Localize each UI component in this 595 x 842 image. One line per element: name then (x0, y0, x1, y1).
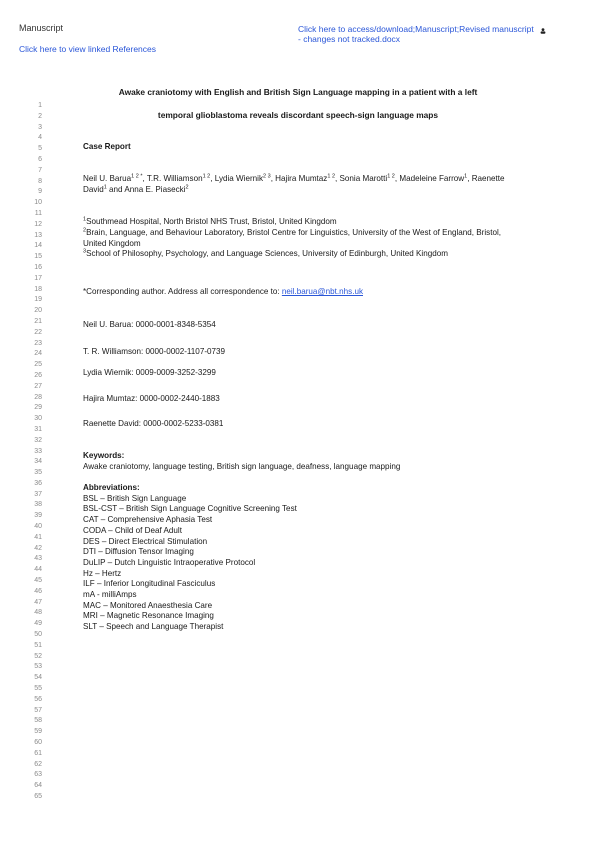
line-number: 43 (34, 555, 42, 563)
author-sup: 1 (103, 184, 107, 191)
line-number: 20 (34, 307, 42, 315)
line-number: 58 (34, 717, 42, 725)
line-number: 35 (34, 469, 42, 477)
view-references-link[interactable]: Click here to view linked References (19, 44, 157, 54)
affiliation-text: School of Philosophy, Psychology, and Language Sciences, University of Edinburgh, United Kingdom (86, 249, 448, 259)
manuscript-label: Manuscript (19, 23, 64, 33)
abbreviations-block (83, 483, 513, 633)
orcid-3: Lydia Wiernik: 0009-0009-3252-3299 (83, 368, 216, 377)
line-number: 3 (38, 123, 42, 131)
line-number: 24 (34, 350, 42, 358)
line-number: 33 (34, 447, 42, 455)
line-number: 38 (34, 501, 42, 509)
author-sup: 2 3 (263, 173, 271, 180)
author-sup: 1 (464, 173, 468, 180)
abbreviation-item: Hz – Hertz (83, 568, 122, 578)
author-sup: 1 2 (202, 173, 211, 180)
line-number: 36 (34, 479, 42, 487)
line-number: 54 (34, 674, 42, 682)
line-number: 9 (38, 188, 42, 196)
author-name: , Raenette David (83, 174, 505, 194)
line-number: 55 (34, 685, 42, 693)
line-number: 51 (34, 641, 42, 649)
line-number: 13 (34, 231, 42, 239)
line-number: 18 (34, 285, 42, 293)
author-name: and Anna E. Piasecki (106, 184, 186, 194)
line-number: 53 (34, 663, 42, 671)
line-number: 6 (38, 155, 42, 163)
line-number: 63 (34, 771, 42, 779)
line-number: 25 (34, 361, 42, 369)
download-link-line2[interactable]: - changes not tracked.docx (298, 34, 401, 44)
line-number: 31 (34, 425, 42, 433)
author-name: , Lydia Wiernik (210, 174, 264, 183)
affiliation-sup: 1 (83, 216, 87, 223)
affiliation-list (83, 217, 513, 260)
author-sup: 1 2 * (131, 173, 143, 180)
keywords-block (83, 451, 513, 473)
line-number: 34 (34, 458, 42, 466)
line-number: 27 (34, 382, 42, 390)
line-number: 17 (34, 274, 42, 282)
line-number: 32 (34, 436, 42, 444)
line-number: 64 (34, 782, 42, 790)
line-number: 15 (34, 253, 42, 261)
line-number: 29 (34, 404, 42, 412)
line-number: 12 (34, 220, 42, 228)
affiliation-text: Brain, Language, and Behaviour Laboratory, Bristol Centre for Linguistics, University of the West of England, Bristol, United Kingdom (83, 227, 502, 248)
paper-title (83, 86, 513, 121)
line-number: 40 (34, 523, 42, 531)
line-number: 4 (38, 134, 42, 142)
abbreviation-item: SLT – Speech and Language Therapist (83, 622, 224, 632)
author-name: , T.R. Williamson (142, 174, 203, 183)
abbreviation-item: ILF – Inferior Longitudinal Fasciculus (83, 579, 216, 589)
abbreviation-item: DES – Direct Electrical Stimulation (83, 536, 208, 546)
line-number: 65 (34, 793, 42, 800)
line-number: 14 (34, 242, 42, 250)
line-number: 16 (34, 263, 42, 271)
line-number: 56 (34, 695, 42, 703)
abbreviation-item: MRI – Magnetic Resonance Imaging (83, 611, 214, 621)
line-number: 42 (34, 544, 42, 552)
line-number: 61 (34, 749, 42, 757)
abbreviation-item: CODA – Child of Deaf Adult (83, 525, 182, 535)
download-icon[interactable] (540, 25, 546, 31)
orcid-1: Neil U. Barua: 0000-0001-8348-5354 (83, 320, 216, 329)
line-number: 47 (34, 598, 42, 606)
affiliation-3 (83, 249, 513, 260)
correspondence-text: *Corresponding author. Address all correspondence to: (83, 287, 282, 296)
abbreviation-item: BSL-CST – British Sign Language Cognitive Screening Test (83, 504, 297, 514)
abbreviation-item: DTI – Diffusion Tensor Imaging (83, 547, 194, 557)
orcid-2: T. R. Williamson: 0000-0002-1107-0739 (83, 347, 226, 356)
line-number: 39 (34, 512, 42, 520)
author-name: , Sonia Marotti (335, 174, 388, 183)
orcid-4: Hajira Mumtaz: 0000-0002-2440-1883 (83, 394, 220, 403)
line-number: 22 (34, 328, 42, 336)
line-number: 2 (38, 112, 42, 120)
line-number: 37 (34, 490, 42, 498)
line-number: 52 (34, 652, 42, 660)
download-link-block[interactable] (298, 23, 583, 44)
line-number: 50 (34, 631, 42, 639)
author-name: , Hajira Mumtaz (270, 174, 328, 183)
abbreviations-heading: Abbreviations: (83, 483, 140, 492)
affiliation-sup: 2 (83, 227, 87, 234)
affiliation-sup: 3 (83, 248, 87, 255)
line-number: 28 (34, 393, 42, 401)
line-number: 26 (34, 371, 42, 379)
author-name: , Madeleine Farrow (394, 174, 465, 183)
abbreviation-item: BSL – British Sign Language (83, 493, 187, 503)
author-name: Neil U. Barua (83, 174, 132, 183)
correspondence-line (83, 287, 513, 298)
correspondence-email-link[interactable]: neil.barua@nbt.nhs.uk (281, 287, 363, 296)
line-number: 41 (34, 533, 42, 541)
line-number: 60 (34, 739, 42, 747)
line-number: 11 (34, 209, 42, 217)
abbreviation-item: CAT – Comprehensive Aphasia Test (83, 515, 213, 525)
line-number: 8 (38, 177, 42, 185)
line-number: 7 (38, 166, 42, 174)
author-sup: 2 (185, 184, 189, 191)
line-number: 45 (34, 577, 42, 585)
line-number: 44 (34, 566, 42, 574)
affiliation-1 (83, 217, 513, 228)
line-number: 10 (34, 199, 42, 207)
title-line-2: temporal glioblastoma reveals discordant speech-sign language maps (157, 110, 439, 120)
line-number: 21 (34, 317, 42, 325)
abbreviation-item: MAC – Monitored Anaesthesia Care (83, 600, 213, 610)
line-number: 49 (34, 620, 42, 628)
line-number: 1 (38, 102, 42, 109)
line-number: 5 (38, 145, 42, 153)
affiliation-2 (83, 228, 513, 250)
keywords-heading: Keywords: (83, 451, 125, 460)
abbreviation-item: DuLIP – Dutch Linguistic Intraoperative Protocol (83, 557, 256, 567)
affiliation-text: Southmead Hospital, North Bristol NHS Trust, Bristol, United Kingdom (86, 217, 337, 226)
line-number: 19 (34, 296, 42, 304)
line-number: 59 (34, 728, 42, 736)
author-list (83, 174, 513, 196)
line-number: 57 (34, 706, 42, 714)
line-number: 30 (34, 415, 42, 423)
line-number: 62 (34, 760, 42, 768)
author-sup: 1 2 (327, 173, 336, 180)
line-number: 46 (34, 587, 42, 595)
title-line-1: Awake craniotomy with English and British Sign Language mapping in a patient with a left (118, 87, 478, 97)
abbreviation-item: mA - milliAmps (83, 590, 137, 600)
line-number: 23 (34, 339, 42, 347)
line-number: 48 (34, 609, 42, 617)
line-number-gutter (20, 101, 42, 803)
author-sup: 1 2 (387, 173, 395, 180)
section-label: Case Report (83, 142, 131, 151)
download-link-line1[interactable]: Click here to access/download;Manuscript;Revised manuscript (298, 24, 534, 34)
keywords-text: Awake craniotomy, language testing, British sign language, deafness, language mapping (83, 461, 401, 471)
orcid-5: Raenette David: 0000-0002-5233-0381 (83, 419, 224, 428)
